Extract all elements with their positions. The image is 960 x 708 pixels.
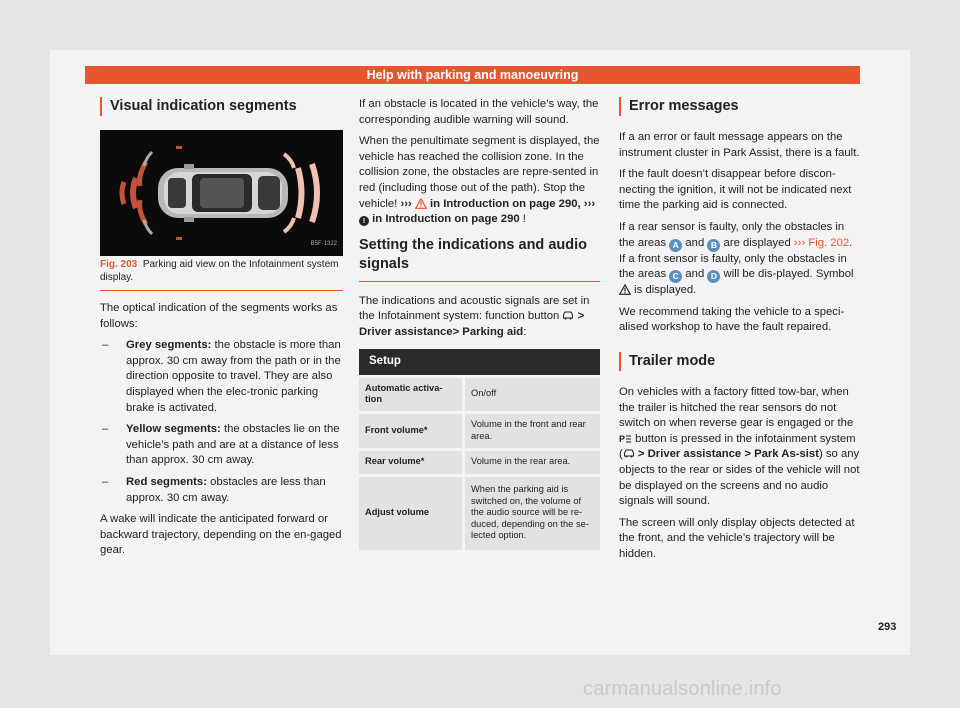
table-row (359, 474, 600, 550)
paragraph-text: The indications and acoustic signals are set in the Infotainment system: function button (359, 294, 590, 323)
table-row (359, 448, 600, 474)
car-settings-icon (623, 448, 635, 459)
table-key: Automatic activa-tion (359, 375, 462, 411)
figure-code: B5F-1322 (310, 241, 337, 248)
paragraph-text: and (685, 268, 705, 281)
list-term: Yellow segments: (126, 423, 221, 436)
area-badge-b: B (707, 239, 720, 252)
outro-paragraph: A wake will indicate the anticipated forward or backward trajectory, depending on the en-gaged gear. (100, 513, 342, 557)
paragraph-text: are displayed (723, 236, 791, 249)
paragraph: We recommend taking the vehicle to a speci-alised workshop to have the fault repaired. (619, 305, 845, 334)
list-item (100, 422, 343, 469)
paragraph-text: will be dis-played. Symbol (723, 268, 854, 281)
column-left (100, 97, 343, 565)
figure-caption-text: Parking aid view on the Infotainment system display. (100, 259, 339, 283)
table-value: On/off (462, 375, 600, 411)
table-value: When the parking aid is switched on, the volume of the audio source will be re-duced, depending on the se-lected option. (462, 474, 600, 550)
table-header: Setup (359, 349, 600, 375)
paragraph-end: : (523, 325, 527, 338)
list-text: the obstacles lie on the vehicle’s path and are at a distance of less than approx. 30 cm away. (126, 423, 340, 467)
paragraph-text: On vehicles with a factory fitted tow-bar, when the trailer is hitched the rear sensors do not switch on when reverse gear is engaged or the (619, 385, 854, 430)
paragraph-text: is displayed. (634, 284, 697, 297)
ref-text: in Introduction on page 290 (372, 213, 520, 226)
heading-trailer-mode: Trailer mode (619, 352, 860, 371)
area-badge-c: C (669, 270, 682, 283)
area-badge-a: A (669, 239, 682, 252)
ref-arrows: ››› (583, 197, 596, 210)
paragraph-end: ! (522, 213, 526, 226)
table-row (359, 411, 600, 448)
list-text: the obstacle is more than approx. 30 cm away from the path or in the direction opposite to travel. They are also displayed when the elec-tronic parking brake is activated. (126, 339, 341, 414)
paragraph-text: If a rear sensor is faulty, only the obstacles in the areas (619, 220, 845, 249)
watermark: carmanualsonline.info (583, 678, 782, 700)
list-item (100, 475, 343, 506)
paragraph: The screen will only display objects detected at the front, and the vehicle’s trajectory will be hidden. (619, 516, 855, 560)
figure-caption (100, 259, 343, 291)
car-overhead-image (100, 130, 343, 256)
warning-icon (415, 198, 427, 209)
paragraph (619, 220, 860, 299)
parking-aid-button-icon (619, 433, 632, 444)
heading-setting-indications: Setting the indications and audio signals (359, 236, 600, 282)
warning-icon (619, 284, 631, 295)
list-term: Grey segments: (126, 339, 212, 352)
section-header: Help with parking and manoeuvring (85, 66, 860, 84)
setup-table (359, 349, 600, 550)
parking-aid-figure (100, 130, 343, 256)
svg-text:P: P (619, 433, 626, 444)
table-key: Adjust volume (359, 474, 462, 550)
column-right (619, 97, 860, 568)
table-value: Volume in the rear area. (462, 448, 600, 474)
car-settings-icon (562, 310, 574, 321)
paragraph-text: ) so any objects to the rear or sides of the vehicle will not be displayed on the screens and no audio signals will sound. (619, 448, 860, 508)
table-key: Rear volume* (359, 448, 462, 474)
heading-error-messages: Error messages (619, 97, 860, 116)
ref-text: in Introduction on page 290, (430, 197, 581, 210)
link-introduction-warning[interactable] (400, 198, 580, 210)
ref-arrows: ››› (793, 236, 806, 249)
menu-path: > Driver assistance> Parking aid (359, 310, 585, 338)
paragraph: If a an error or fault message appears on the instrument cluster in Park Assist, there is a fault. (619, 131, 860, 159)
paragraph: If the fault doesn’t disappear before discon-necting the ignition, it will not be indicated next time the parking aid is connected. (619, 168, 852, 212)
paragraph (359, 294, 600, 341)
page-number: 293 (878, 621, 897, 633)
table-row (359, 375, 600, 411)
paragraph (359, 134, 600, 228)
info-icon: ! (359, 216, 369, 226)
ref-arrows: ››› (400, 197, 412, 210)
paragraph-text: button is pressed in the infotainment system ( (619, 432, 856, 461)
table-value: Volume in the front and rear area. (462, 411, 600, 448)
intro-paragraph: The optical indication of the segments works as follows: (100, 302, 338, 330)
menu-path: > Driver assistance > Park As-sist (637, 448, 819, 461)
paragraph-text: and (685, 236, 705, 249)
heading-visual-indication: Visual indication segments (100, 97, 343, 116)
column-middle (359, 97, 600, 550)
segment-list (100, 338, 343, 506)
table-key: Front volume* (359, 411, 462, 448)
link-fig-202[interactable] (794, 237, 849, 249)
paragraph: If an obstacle is located in the vehicle’s way, the corresponding audible warning will sound. (359, 98, 599, 126)
ref-text: Fig. 202 (808, 236, 850, 249)
list-text: obstacles are less than approx. 30 cm away. (126, 475, 326, 504)
figure-label: Fig. 203 (100, 259, 138, 270)
paragraph-text: . If a front sensor is faulty, only the obstacles in the areas (619, 236, 853, 281)
list-item (100, 338, 343, 416)
paragraph (619, 385, 860, 510)
paragraph-text: When the penultimate segment is displayed, the vehicle has reached the collision zone. In the collision zone, the obstacles are repre-sented in red (including those out of the path). Stop the vehicle! (359, 135, 600, 210)
list-term: Red segments: (126, 475, 207, 488)
area-badge-d: D (707, 270, 720, 283)
